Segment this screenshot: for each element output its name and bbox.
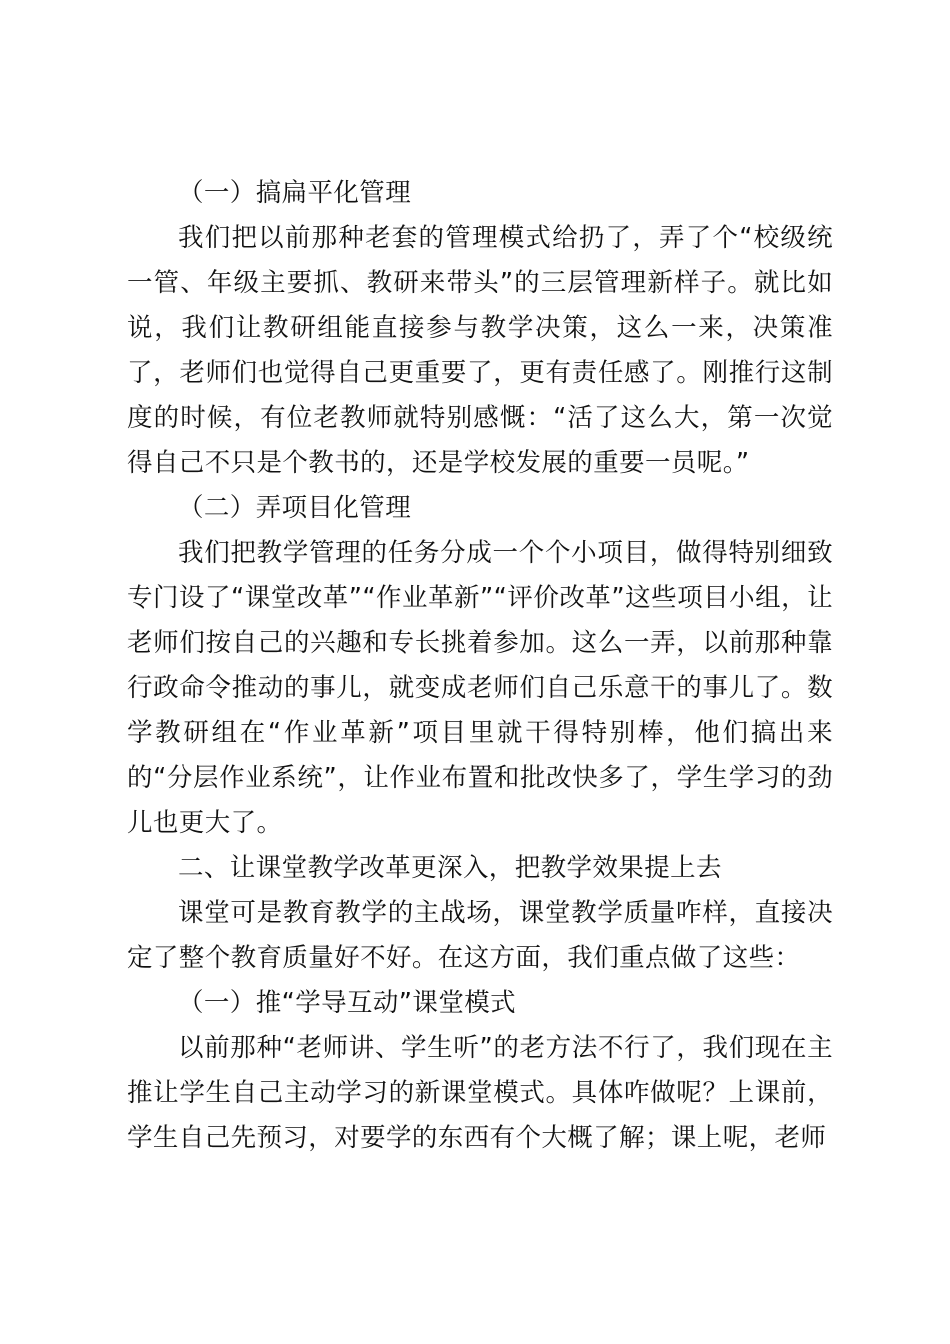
chapter-heading-classroom-reform: 二、让课堂教学改革更深入，把教学效果提上去 <box>178 853 722 883</box>
section-heading-project-management: （二）弄项目化管理 <box>178 493 412 523</box>
paragraph-project-management: 我们把教学管理的任务分成一个个小项目，做得特别细致专门设了“课堂改革”“作业革新”“评价改革”这些项目小组，让老师们按自己的兴趣和专长挑着参加。这么一弄，以前那种靠行政命令推动的事儿，就变成老师们自己乐意干的事儿了。数学教研组在“作业革新”项目里就干得特别棒，他们搞出来的“分层作业系统”，让作业布置和批改快多了，学生学习的劲儿也更大了。 <box>127 538 833 838</box>
paragraph-interactive-mode: 以前那种“老师讲、学生听”的老方法不行了，我们现在主推让学生自己主动学习的新课堂模式。具体咋做呢？上课前，学生自己先预习，对要学的东西有个大概了解；课上呢，老师 <box>127 1033 833 1153</box>
paragraph-flat-management: 我们把以前那种老套的管理模式给扔了，弄了个“校级统一管、年级主要抓、教研来带头”的三层管理新样子。就比如说，我们让教研组能直接参与教学决策，这么一来，决策准了，老师们也觉得自己更重要了，更有责任感了。刚推行这制度的时候，有位老教师就特别感慨：“活了这么大，第一次觉得自己不只是个教书的，还是学校发展的重要一员呢。” <box>127 223 833 478</box>
paragraph-classroom-reform: 课堂可是教育教学的主战场，课堂教学质量咋样，直接决定了整个教育质量好不好。在这方面，我们重点做了这些： <box>127 898 833 973</box>
section-heading-flat-management: （一）搞扁平化管理 <box>178 178 412 208</box>
section-heading-interactive-mode: （一）推“学导互动”课堂模式 <box>178 988 517 1018</box>
document-body <box>127 171 833 1161</box>
